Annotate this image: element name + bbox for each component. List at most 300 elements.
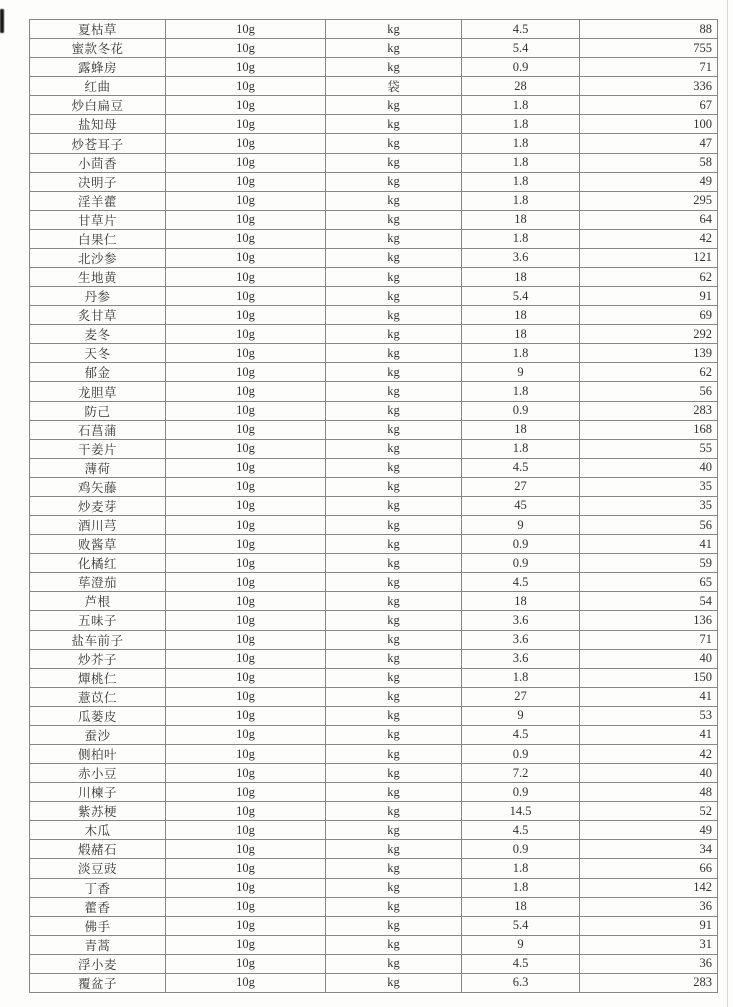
herb-name-cell: 木瓜	[30, 821, 166, 840]
dose-cell: 10g	[166, 516, 326, 535]
amount-cell: 35	[580, 496, 718, 515]
value-cell: 9	[462, 363, 580, 382]
herb-name-cell: 紫苏梗	[30, 802, 166, 821]
unit-cell: kg	[326, 287, 462, 306]
amount-cell: 34	[580, 840, 718, 859]
herb-name-cell: 石菖蒲	[30, 420, 166, 439]
unit-cell: kg	[326, 764, 462, 783]
value-cell: 1.8	[462, 172, 580, 191]
unit-cell: kg	[326, 935, 462, 954]
herb-name-cell: 瓜蒌皮	[30, 706, 166, 725]
unit-cell: kg	[326, 954, 462, 973]
table-row	[30, 878, 718, 897]
herb-name-cell: 败酱草	[30, 535, 166, 554]
table-row	[30, 687, 718, 706]
table-row	[30, 916, 718, 935]
unit-cell: kg	[326, 344, 462, 363]
herb-name-cell: 荜澄茄	[30, 573, 166, 592]
dose-cell: 10g	[166, 58, 326, 77]
herb-name-cell: 郁金	[30, 363, 166, 382]
table-row	[30, 725, 718, 744]
dose-cell: 10g	[166, 134, 326, 153]
herb-name-cell: 天冬	[30, 344, 166, 363]
dose-cell: 10g	[166, 210, 326, 229]
herb-name-cell: 覆盆子	[30, 973, 166, 992]
value-cell: 1.8	[462, 344, 580, 363]
value-cell: 9	[462, 516, 580, 535]
dose-cell: 10g	[166, 96, 326, 115]
table-row	[30, 477, 718, 496]
amount-cell: 121	[580, 248, 718, 267]
dose-cell: 10g	[166, 306, 326, 325]
amount-cell: 142	[580, 878, 718, 897]
value-cell: 5.4	[462, 916, 580, 935]
value-cell: 0.9	[462, 744, 580, 763]
unit-cell: kg	[326, 649, 462, 668]
unit-cell: kg	[326, 439, 462, 458]
table-row	[30, 573, 718, 592]
unit-cell: kg	[326, 611, 462, 630]
unit-cell: kg	[326, 668, 462, 687]
unit-cell: kg	[326, 134, 462, 153]
table-row	[30, 39, 718, 58]
table-row	[30, 306, 718, 325]
value-cell: 0.9	[462, 535, 580, 554]
unit-cell: kg	[326, 687, 462, 706]
herb-name-cell: 防己	[30, 401, 166, 420]
dose-cell: 10g	[166, 859, 326, 878]
table-row	[30, 592, 718, 611]
dose-cell: 10g	[166, 248, 326, 267]
unit-cell: kg	[326, 973, 462, 992]
unit-cell: kg	[326, 306, 462, 325]
unit-cell: kg	[326, 20, 462, 39]
herb-name-cell: 炒白扁豆	[30, 96, 166, 115]
amount-cell: 139	[580, 344, 718, 363]
unit-cell: kg	[326, 96, 462, 115]
value-cell: 9	[462, 706, 580, 725]
value-cell: 1.8	[462, 382, 580, 401]
value-cell: 3.6	[462, 248, 580, 267]
herb-name-cell: 小茴香	[30, 153, 166, 172]
unit-cell: 袋	[326, 77, 462, 96]
herb-name-cell: 赤小豆	[30, 764, 166, 783]
unit-cell: kg	[326, 477, 462, 496]
unit-cell: kg	[326, 916, 462, 935]
dose-cell: 10g	[166, 344, 326, 363]
unit-cell: kg	[326, 325, 462, 344]
table-row	[30, 668, 718, 687]
dose-cell: 10g	[166, 401, 326, 420]
unit-cell: kg	[326, 191, 462, 210]
amount-cell: 150	[580, 668, 718, 687]
dose-cell: 10g	[166, 821, 326, 840]
value-cell: 27	[462, 687, 580, 706]
table-row	[30, 859, 718, 878]
herb-name-cell: 蚕沙	[30, 725, 166, 744]
unit-cell: kg	[326, 248, 462, 267]
amount-cell: 59	[580, 554, 718, 573]
unit-cell: kg	[326, 592, 462, 611]
value-cell: 18	[462, 592, 580, 611]
herb-name-cell: 干姜片	[30, 439, 166, 458]
dose-cell: 10g	[166, 802, 326, 821]
herb-name-cell: 盐车前子	[30, 630, 166, 649]
herb-name-cell: 鸡矢藤	[30, 477, 166, 496]
value-cell: 0.9	[462, 58, 580, 77]
value-cell: 1.8	[462, 229, 580, 248]
dose-cell: 10g	[166, 744, 326, 763]
herb-name-cell: 五味子	[30, 611, 166, 630]
table-row	[30, 96, 718, 115]
value-cell: 4.5	[462, 573, 580, 592]
dose-cell: 10g	[166, 725, 326, 744]
unit-cell: kg	[326, 39, 462, 58]
unit-cell: kg	[326, 783, 462, 802]
herb-name-cell: 酒川芎	[30, 516, 166, 535]
amount-cell: 336	[580, 77, 718, 96]
amount-cell: 40	[580, 458, 718, 477]
herb-name-cell: 丁香	[30, 878, 166, 897]
amount-cell: 755	[580, 39, 718, 58]
dose-cell: 10g	[166, 649, 326, 668]
dose-cell: 10g	[166, 783, 326, 802]
dose-cell: 10g	[166, 229, 326, 248]
amount-cell: 67	[580, 96, 718, 115]
value-cell: 3.6	[462, 649, 580, 668]
amount-cell: 40	[580, 649, 718, 668]
dose-cell: 10g	[166, 935, 326, 954]
herb-name-cell: 侧柏叶	[30, 744, 166, 763]
unit-cell: kg	[326, 458, 462, 477]
dose-cell: 10g	[166, 496, 326, 515]
herb-price-table	[29, 19, 718, 993]
amount-cell: 48	[580, 783, 718, 802]
amount-cell: 65	[580, 573, 718, 592]
value-cell: 0.9	[462, 554, 580, 573]
dose-cell: 10g	[166, 592, 326, 611]
table-row	[30, 630, 718, 649]
herb-name-cell: 化橘红	[30, 554, 166, 573]
table-row	[30, 439, 718, 458]
amount-cell: 54	[580, 592, 718, 611]
value-cell: 1.8	[462, 191, 580, 210]
value-cell: 4.5	[462, 821, 580, 840]
table-row	[30, 706, 718, 725]
unit-cell: kg	[326, 420, 462, 439]
herb-name-cell: 露蜂房	[30, 58, 166, 77]
herb-name-cell: 川楝子	[30, 783, 166, 802]
amount-cell: 42	[580, 229, 718, 248]
value-cell: 1.8	[462, 153, 580, 172]
herb-name-cell: 丹参	[30, 287, 166, 306]
amount-cell: 31	[580, 935, 718, 954]
dose-cell: 10g	[166, 325, 326, 344]
value-cell: 3.6	[462, 611, 580, 630]
table-row	[30, 363, 718, 382]
amount-cell: 69	[580, 306, 718, 325]
amount-cell: 283	[580, 973, 718, 992]
value-cell: 4.5	[462, 725, 580, 744]
dose-cell: 10g	[166, 439, 326, 458]
amount-cell: 36	[580, 954, 718, 973]
unit-cell: kg	[326, 496, 462, 515]
value-cell: 18	[462, 325, 580, 344]
dose-cell: 10g	[166, 630, 326, 649]
dose-cell: 10g	[166, 477, 326, 496]
value-cell: 5.4	[462, 287, 580, 306]
value-cell: 1.8	[462, 134, 580, 153]
amount-cell: 56	[580, 382, 718, 401]
value-cell: 5.4	[462, 39, 580, 58]
amount-cell: 41	[580, 725, 718, 744]
herb-name-cell: 芦根	[30, 592, 166, 611]
dose-cell: 10g	[166, 840, 326, 859]
table-row	[30, 172, 718, 191]
value-cell: 1.8	[462, 668, 580, 687]
dose-cell: 10g	[166, 39, 326, 58]
herb-name-cell: 蜜款冬花	[30, 39, 166, 58]
amount-cell: 88	[580, 20, 718, 39]
table-row	[30, 744, 718, 763]
amount-cell: 56	[580, 516, 718, 535]
amount-cell: 295	[580, 191, 718, 210]
value-cell: 45	[462, 496, 580, 515]
unit-cell: kg	[326, 802, 462, 821]
unit-cell: kg	[326, 382, 462, 401]
herb-name-cell: 甘草片	[30, 210, 166, 229]
table-row	[30, 897, 718, 916]
herb-name-cell: 炒麦芽	[30, 496, 166, 515]
dose-cell: 10g	[166, 77, 326, 96]
table-row	[30, 420, 718, 439]
amount-cell: 91	[580, 287, 718, 306]
dose-cell: 10g	[166, 973, 326, 992]
dose-cell: 10g	[166, 535, 326, 554]
unit-cell: kg	[326, 172, 462, 191]
amount-cell: 42	[580, 744, 718, 763]
herb-name-cell: 决明子	[30, 172, 166, 191]
table-row	[30, 840, 718, 859]
page-edge-shadow	[727, 0, 728, 1007]
table-row	[30, 229, 718, 248]
unit-cell: kg	[326, 630, 462, 649]
amount-cell: 55	[580, 439, 718, 458]
amount-cell: 62	[580, 363, 718, 382]
herb-name-cell: 炒苍耳子	[30, 134, 166, 153]
table-row	[30, 458, 718, 477]
unit-cell: kg	[326, 725, 462, 744]
unit-cell: kg	[326, 58, 462, 77]
herb-name-cell: 浮小麦	[30, 954, 166, 973]
dose-cell: 10g	[166, 764, 326, 783]
amount-cell: 53	[580, 706, 718, 725]
dose-cell: 10g	[166, 420, 326, 439]
table-row	[30, 821, 718, 840]
amount-cell: 66	[580, 859, 718, 878]
value-cell: 4.5	[462, 954, 580, 973]
value-cell: 7.2	[462, 764, 580, 783]
dose-cell: 10g	[166, 172, 326, 191]
amount-cell: 91	[580, 916, 718, 935]
unit-cell: kg	[326, 706, 462, 725]
unit-cell: kg	[326, 573, 462, 592]
value-cell: 1.8	[462, 115, 580, 134]
table-row	[30, 649, 718, 668]
amount-cell: 136	[580, 611, 718, 630]
table-row	[30, 764, 718, 783]
unit-cell: kg	[326, 744, 462, 763]
dose-cell: 10g	[166, 153, 326, 172]
table-row	[30, 554, 718, 573]
table-row	[30, 153, 718, 172]
herb-name-cell: 红曲	[30, 77, 166, 96]
table-row	[30, 77, 718, 96]
amount-cell: 168	[580, 420, 718, 439]
value-cell: 4.5	[462, 20, 580, 39]
herb-name-cell: 北沙参	[30, 248, 166, 267]
dose-cell: 10g	[166, 878, 326, 897]
amount-cell: 292	[580, 325, 718, 344]
unit-cell: kg	[326, 229, 462, 248]
dose-cell: 10g	[166, 954, 326, 973]
dose-cell: 10g	[166, 363, 326, 382]
dose-cell: 10g	[166, 554, 326, 573]
table-row	[30, 287, 718, 306]
amount-cell: 49	[580, 172, 718, 191]
amount-cell: 52	[580, 802, 718, 821]
dose-cell: 10g	[166, 687, 326, 706]
herb-name-cell: 薄荷	[30, 458, 166, 477]
amount-cell: 41	[580, 687, 718, 706]
unit-cell: kg	[326, 554, 462, 573]
value-cell: 0.9	[462, 840, 580, 859]
table-row	[30, 58, 718, 77]
herb-name-cell: 炙甘草	[30, 306, 166, 325]
amount-cell: 71	[580, 58, 718, 77]
dose-cell: 10g	[166, 115, 326, 134]
table-row	[30, 516, 718, 535]
dose-cell: 10g	[166, 668, 326, 687]
value-cell: 4.5	[462, 458, 580, 477]
table-row	[30, 344, 718, 363]
value-cell: 18	[462, 210, 580, 229]
table-row	[30, 802, 718, 821]
dose-cell: 10g	[166, 458, 326, 477]
herb-name-cell: 薏苡仁	[30, 687, 166, 706]
scan-artifact-streak	[0, 9, 4, 33]
table-row	[30, 20, 718, 39]
herb-name-cell: 煅赭石	[30, 840, 166, 859]
amount-cell: 71	[580, 630, 718, 649]
amount-cell: 47	[580, 134, 718, 153]
unit-cell: kg	[326, 115, 462, 134]
unit-cell: kg	[326, 401, 462, 420]
dose-cell: 10g	[166, 611, 326, 630]
unit-cell: kg	[326, 210, 462, 229]
herb-name-cell: 淫羊藿	[30, 191, 166, 210]
herb-name-cell: 生地黄	[30, 268, 166, 287]
amount-cell: 58	[580, 153, 718, 172]
table-row	[30, 611, 718, 630]
table-row	[30, 325, 718, 344]
herb-name-cell: 燀桃仁	[30, 668, 166, 687]
value-cell: 1.8	[462, 859, 580, 878]
amount-cell: 35	[580, 477, 718, 496]
amount-cell: 49	[580, 821, 718, 840]
value-cell: 0.9	[462, 783, 580, 802]
table-row	[30, 268, 718, 287]
unit-cell: kg	[326, 153, 462, 172]
herb-name-cell: 青蒿	[30, 935, 166, 954]
amount-cell: 36	[580, 897, 718, 916]
dose-cell: 10g	[166, 897, 326, 916]
value-cell: 28	[462, 77, 580, 96]
table-row	[30, 935, 718, 954]
unit-cell: kg	[326, 840, 462, 859]
herb-name-cell: 佛手	[30, 916, 166, 935]
dose-cell: 10g	[166, 706, 326, 725]
herb-name-cell: 淡豆豉	[30, 859, 166, 878]
value-cell: 1.8	[462, 439, 580, 458]
dose-cell: 10g	[166, 916, 326, 935]
table-row	[30, 401, 718, 420]
dose-cell: 10g	[166, 191, 326, 210]
value-cell: 1.8	[462, 878, 580, 897]
dose-cell: 10g	[166, 573, 326, 592]
herb-name-cell: 龙胆草	[30, 382, 166, 401]
value-cell: 3.6	[462, 630, 580, 649]
table-row	[30, 973, 718, 992]
table-row	[30, 248, 718, 267]
table-row	[30, 535, 718, 554]
unit-cell: kg	[326, 516, 462, 535]
value-cell: 18	[462, 268, 580, 287]
unit-cell: kg	[326, 535, 462, 554]
dose-cell: 10g	[166, 20, 326, 39]
table-row	[30, 115, 718, 134]
amount-cell: 100	[580, 115, 718, 134]
dose-cell: 10g	[166, 382, 326, 401]
dose-cell: 10g	[166, 287, 326, 306]
table-row	[30, 496, 718, 515]
table-row	[30, 783, 718, 802]
value-cell: 18	[462, 897, 580, 916]
dose-cell: 10g	[166, 268, 326, 287]
herb-name-cell: 夏枯草	[30, 20, 166, 39]
table-row	[30, 210, 718, 229]
value-cell: 9	[462, 935, 580, 954]
herb-price-table-body	[30, 20, 718, 993]
amount-cell: 283	[580, 401, 718, 420]
value-cell: 0.9	[462, 401, 580, 420]
table-row	[30, 382, 718, 401]
herb-name-cell: 藿香	[30, 897, 166, 916]
unit-cell: kg	[326, 897, 462, 916]
amount-cell: 64	[580, 210, 718, 229]
unit-cell: kg	[326, 878, 462, 897]
value-cell: 27	[462, 477, 580, 496]
amount-cell: 40	[580, 764, 718, 783]
herb-name-cell: 麦冬	[30, 325, 166, 344]
value-cell: 6.3	[462, 973, 580, 992]
herb-name-cell: 炒芥子	[30, 649, 166, 668]
value-cell: 1.8	[462, 96, 580, 115]
value-cell: 18	[462, 306, 580, 325]
unit-cell: kg	[326, 821, 462, 840]
value-cell: 14.5	[462, 802, 580, 821]
value-cell: 18	[462, 420, 580, 439]
